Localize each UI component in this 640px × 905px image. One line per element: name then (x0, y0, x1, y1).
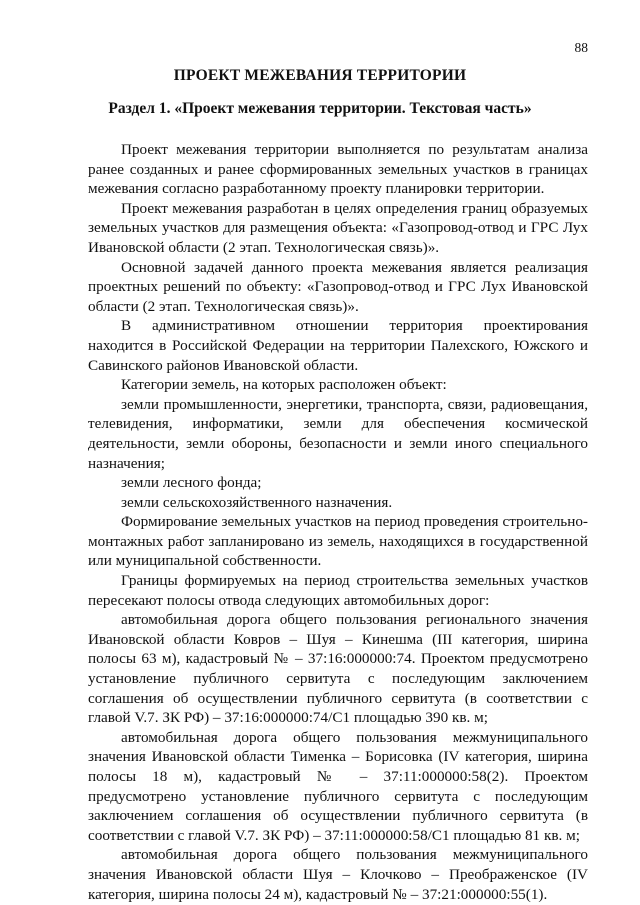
paragraph: автомобильная дорога общего пользования межмуниципального значения Ивановской области Тименка – Борисовка (IV категория, ширина полосы 18 м), кадастровый № – 37:11:000000:58(2). Проектом предусмотрено установление публичного сервитута с последующим заключением соглашения об осуществлении публичного сервитута (в соответствии с главой V.7. ЗК РФ) – 37:11:000000:58/С1 площадью 81 кв. м; (88, 728, 588, 844)
paragraph: земли промышленности, энергетики, транспорта, связи, радиовещания, телевидения, информатики, земли для обеспечения космической деятельности, земли обороны, безопасности и земли иного специального назначения; (88, 395, 588, 472)
paragraph: Формирование земельных участков на период проведения строительно-монтажных работ запланировано из земель, находящихся в государственной или муниципальной собственности. (88, 513, 588, 570)
paragraph: автомобильная дорога общего пользования межмуниципального значения Ивановской области Шуя – Клочково – Преображенское (IV категория, ширина полосы 24 м), кадастровый № – 37:21:000000:55(1). (88, 846, 588, 903)
page-number: 88 (574, 40, 588, 55)
paragraph: Категории земель, на которых расположен объект: (121, 376, 447, 394)
paragraph: земли сельскохозяйственного назначения. (121, 493, 393, 511)
paragraph: Границы формируемых на период строительства земельных участков пересекают полосы отвода следующих автомобильных дорог: (88, 572, 588, 609)
paragraph: Основной задачей данного проекта межевания является реализация проектных решений по объекту: «Газопровод-отвод и ГРС Лух Ивановской области (2 этап. Технологическая связь)». (88, 258, 588, 315)
section-title: Раздел 1. «Проект межевания территории. Текстовая часть» (108, 100, 532, 117)
paragraph: Проект межевания территории выполняется по результатам анализа ранее созданных и ранее сформированных земельных участков в границах межевания согласно разработанному проекту планировки территории. (88, 141, 588, 198)
document-title: ПРОЕКТ МЕЖЕВАНИЯ ТЕРРИТОРИИ (173, 67, 467, 84)
paragraph: В административном отношении территория проектирования находится в Российской Федерации на территории Палехского, Южского и Савинского районов Ивановской области. (88, 317, 588, 374)
paragraph: автомобильная дорога общего пользования регионального значения Ивановской области Ковров – Шуя – Кинешма (III категория, ширина полосы 63 м), кадастровый № – 37:16:000000:74. Проектом предусмотрено установление публичного сервитута с последующим заключением соглашения об осуществлении публичного сервитута (в соответствии с главой V.7. ЗК РФ) – 37:16:000000:74/С1 площадью 390 кв. м; (88, 611, 588, 727)
paragraph: земли лесного фонда; (121, 474, 262, 492)
document-body (88, 140, 588, 904)
paragraph: Проект межевания разработан в целях определения границ образуемых земельных участков для размещения объекта: «Газопровод-отвод и ГРС Лух Ивановской области (2 этап. Технологическая связь)». (88, 199, 588, 256)
